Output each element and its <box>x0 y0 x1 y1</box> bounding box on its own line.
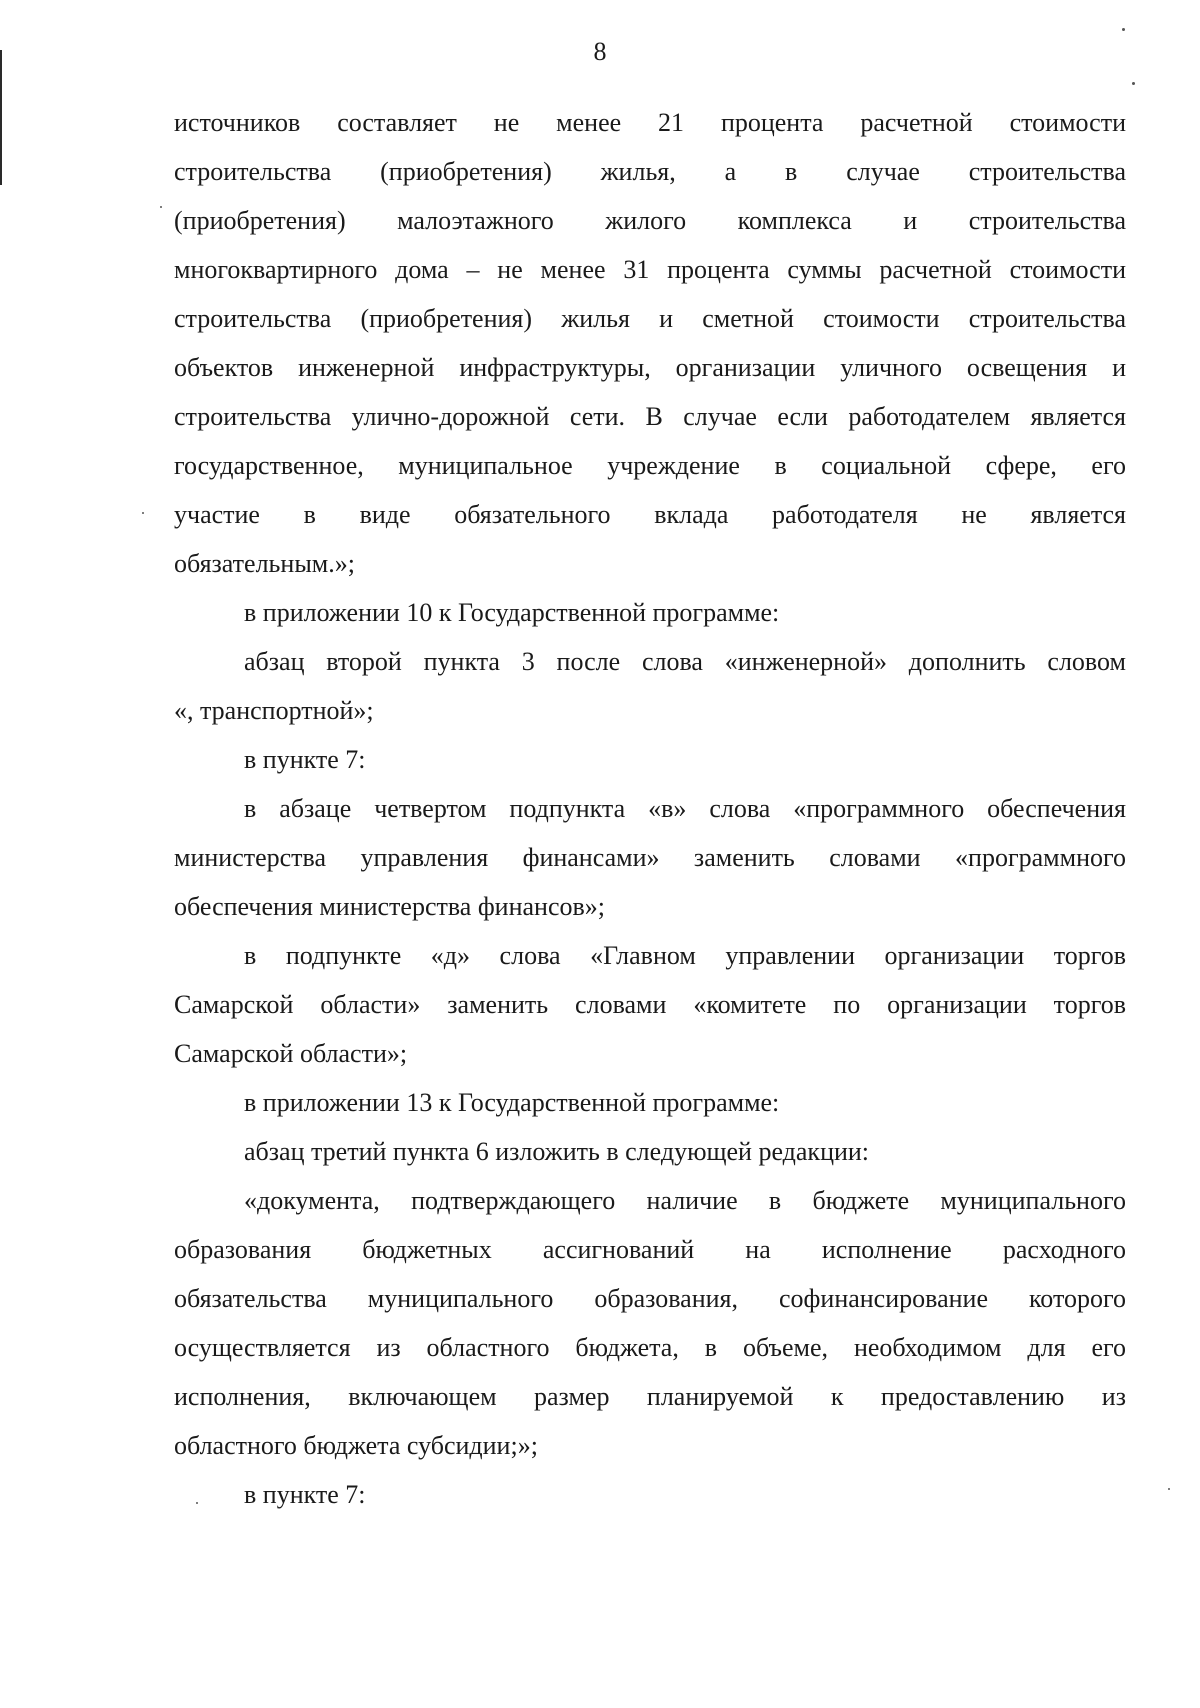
scan-speck <box>1122 28 1125 31</box>
document-body <box>174 98 1126 1519</box>
text-line: образования бюджетных ассигнований на исполнение расходного <box>174 1235 1126 1264</box>
text-line: Самарской области» заменить словами «комитете по организации торгов <box>174 990 1126 1019</box>
text-line: осуществляется из областного бюджета, в объеме, необходимом для его <box>174 1333 1126 1362</box>
text-line: в приложении 10 к Государственной программе: <box>244 598 780 627</box>
scan-speck <box>142 512 144 514</box>
text-line: строительства (приобретения) жилья и сметной стоимости строительства <box>174 304 1126 333</box>
text-line: «, транспортной»; <box>174 696 374 725</box>
page-number: 8 <box>593 37 607 66</box>
text-line: министерства управления финансами» заменить словами «программного <box>174 843 1126 872</box>
text-line: строительства улично-дорожной сети. В случае если работодателем является <box>174 402 1126 431</box>
scan-speck <box>1168 1488 1170 1490</box>
text-line: в подпункте «д» слова «Главном управлении организации торгов <box>244 941 1126 970</box>
text-line: в пункте 7: <box>244 745 366 774</box>
scan-speck <box>160 206 162 208</box>
text-line: обязательства муниципального образования, софинансирование которого <box>174 1284 1126 1313</box>
text-line: «документа, подтверждающего наличие в бюджете муниципального <box>244 1186 1126 1215</box>
text-line: объектов инженерной инфраструктуры, организации уличного освещения и <box>174 353 1126 382</box>
text-line: строительства (приобретения) жилья, а в случае строительства <box>174 157 1126 186</box>
text-line: (приобретения) малоэтажного жилого комплекса и строительства <box>174 206 1126 235</box>
text-line: Самарской области»; <box>174 1039 408 1068</box>
scan-edge-mark <box>0 50 2 185</box>
text-line: государственное, муниципальное учреждение в социальной сфере, его <box>174 451 1126 480</box>
text-line: участие в виде обязательного вклада работодателя не является <box>174 500 1126 529</box>
text-line: абзац третий пункта 6 изложить в следующей редакции: <box>244 1137 870 1166</box>
text-line: областного бюджета субсидии;»; <box>174 1431 538 1460</box>
text-line: обязательным.»; <box>174 549 355 578</box>
scan-speck <box>1132 82 1135 85</box>
text-line: источников составляет не менее 21 процента расчетной стоимости <box>174 108 1126 137</box>
text-line: абзац второй пункта 3 после слова «инженерной» дополнить словом <box>244 647 1126 676</box>
scan-speck <box>196 1502 198 1504</box>
text-line: исполнения, включающем размер планируемой к предоставлению из <box>174 1382 1126 1411</box>
text-line: в приложении 13 к Государственной программе: <box>244 1088 780 1117</box>
text-line: обеспечения министерства финансов»; <box>174 892 606 921</box>
text-line: в абзаце четвертом подпункта «в» слова «программного обеспечения <box>244 794 1126 823</box>
text-line: в пункте 7: <box>244 1480 366 1509</box>
text-line: многоквартирного дома – не менее 31 процента суммы расчетной стоимости <box>174 255 1126 284</box>
